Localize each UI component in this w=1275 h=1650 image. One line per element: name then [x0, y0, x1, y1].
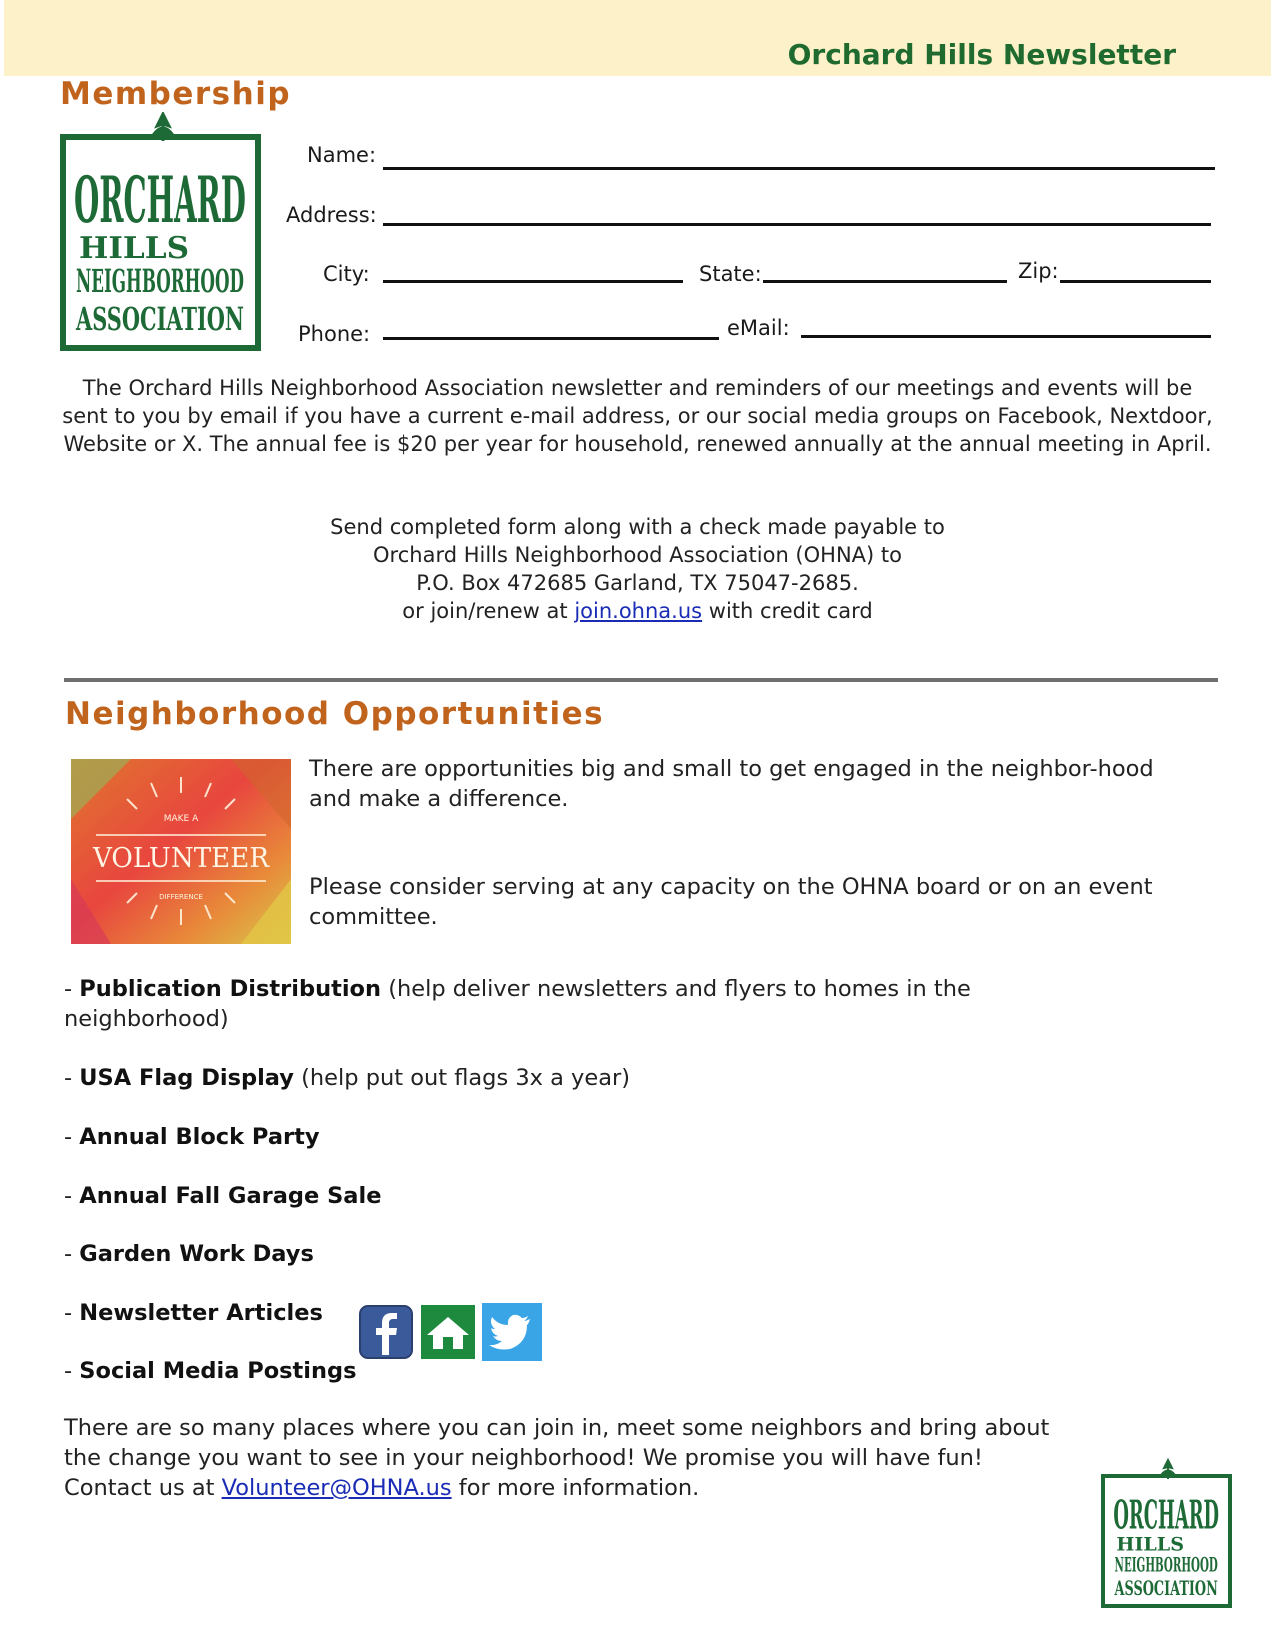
opportunity-item: - USA Flag Display (help put out flags 3x a year) [64, 1065, 631, 1091]
address-field[interactable] [383, 223, 1211, 226]
logo-text-orchard: ORCHARD [74, 163, 246, 238]
logo-tree-icon [1156, 1458, 1180, 1480]
state-label: State: [699, 262, 762, 286]
opportunity-detail: (help put out flags 3x a year) [293, 1065, 631, 1091]
opportunity-name: Garden Work Days [79, 1241, 314, 1267]
volunteer-image [71, 759, 291, 944]
volunteer-top-text: MAKE A [163, 814, 199, 824]
opportunity-name: Annual Fall Garage Sale [79, 1183, 382, 1209]
opportunity-name: USA Flag Display [79, 1065, 294, 1091]
svg-text:ASSOCIATION: ASSOCIATION [1113, 1576, 1218, 1600]
ohna-logo-small [1101, 1474, 1232, 1608]
facebook-icon[interactable] [359, 1305, 413, 1359]
email-field[interactable] [801, 335, 1211, 338]
opportunity-name: Publication Distribution [79, 976, 382, 1002]
closing-suffix: for more information. [451, 1475, 700, 1501]
city-label: City: [323, 262, 370, 286]
phone-field[interactable] [383, 337, 719, 340]
header-banner [4, 0, 1271, 76]
name-field[interactable] [383, 167, 1215, 170]
section-divider [64, 678, 1218, 682]
send-instructions [160, 513, 1115, 625]
opportunities-intro-1: There are opportunities big and small to get engaged in the neighbor-hood and make a difference. [309, 756, 1154, 812]
nextdoor-icon[interactable] [421, 1305, 475, 1359]
ohna-logo [60, 134, 261, 351]
opportunity-detail: (help deliver newsletters and flyers to homes in the neighborhood) [64, 976, 971, 1032]
volunteer-bottom-text: DIFFERENCE [159, 893, 203, 901]
logo-text-hills: HILLS [79, 231, 189, 266]
logo-text-association: ASSOCIATION [75, 300, 244, 338]
send-line-1: Send completed form along with a check made payable to [330, 515, 945, 539]
opportunity-item: - Annual Block Party [64, 1124, 320, 1150]
newsletter-title: Orchard Hills Newsletter [787, 38, 1176, 71]
membership-title: Membership [60, 76, 292, 112]
volunteer-main-text: VOLUNTEER [92, 843, 270, 874]
opportunities-title: Neighborhood Opportunities [65, 696, 605, 732]
join-line [160, 597, 1115, 625]
svg-text:NEIGHBORHOOD: NEIGHBORHOOD [1114, 1553, 1218, 1577]
name-label: Name: [307, 143, 377, 167]
opportunity-item: - Garden Work Days [64, 1241, 314, 1267]
closing-text: There are so many places where you can join in, meet some neighbors and bring about the change you want to see in your neighborhood! We promise you will have fun! Contact us at [64, 1415, 1050, 1501]
send-line-2: Orchard Hills Neighborhood Association (OHNA) to [373, 543, 902, 567]
zip-field[interactable] [1060, 280, 1211, 283]
city-field[interactable] [383, 280, 683, 283]
phone-label: Phone: [298, 322, 371, 346]
logo-tree-icon [146, 112, 180, 142]
email-label: eMail: [727, 316, 790, 340]
opportunity-item: - Newsletter Articles [64, 1300, 323, 1326]
join-suffix: with credit card [708, 599, 873, 623]
closing-paragraph [64, 1413, 1054, 1503]
svg-text:HILLS: HILLS [1116, 1534, 1185, 1556]
opportunity-item: - Publication Distribution (help deliver newsletters and flyers to homes in the neighborhood) [64, 976, 971, 1032]
membership-description: The Orchard Hills Neighborhood Association newsletter and reminders of our meetings and events will be sent to you by email if you have a current e-mail address, or our social media groups on Facebook, Nextdoor, Website or X. The annual fee is $20 per year for household, renewed annually at the annual meeting in April. [62, 376, 1213, 456]
opportunities-intro-2: Please consider serving at any capacity on the OHNA board or on an event committee. [309, 874, 1153, 930]
opportunity-name: Social Media Postings [79, 1358, 357, 1384]
svg-text:ORCHARD: ORCHARD [1113, 1492, 1220, 1539]
join-prefix: or join/renew at [402, 599, 568, 623]
volunteer-email-link[interactable]: Volunteer@OHNA.us [221, 1475, 452, 1501]
opportunity-name: Newsletter Articles [79, 1300, 323, 1326]
zip-label: Zip: [1018, 259, 1059, 283]
send-line-3: P.O. Box 472685 Garland, TX 75047-2685. [416, 571, 859, 595]
opportunity-item: - Annual Fall Garage Sale [64, 1183, 382, 1209]
opportunity-name: Annual Block Party [79, 1124, 320, 1150]
logo-text-neighborhood: NEIGHBORHOOD [76, 262, 244, 300]
twitter-icon[interactable] [482, 1303, 542, 1361]
state-field[interactable] [763, 280, 1007, 283]
address-label: Address: [286, 203, 377, 227]
opportunity-item: - Social Media Postings [64, 1358, 357, 1384]
join-link[interactable]: join.ohna.us [574, 599, 703, 623]
